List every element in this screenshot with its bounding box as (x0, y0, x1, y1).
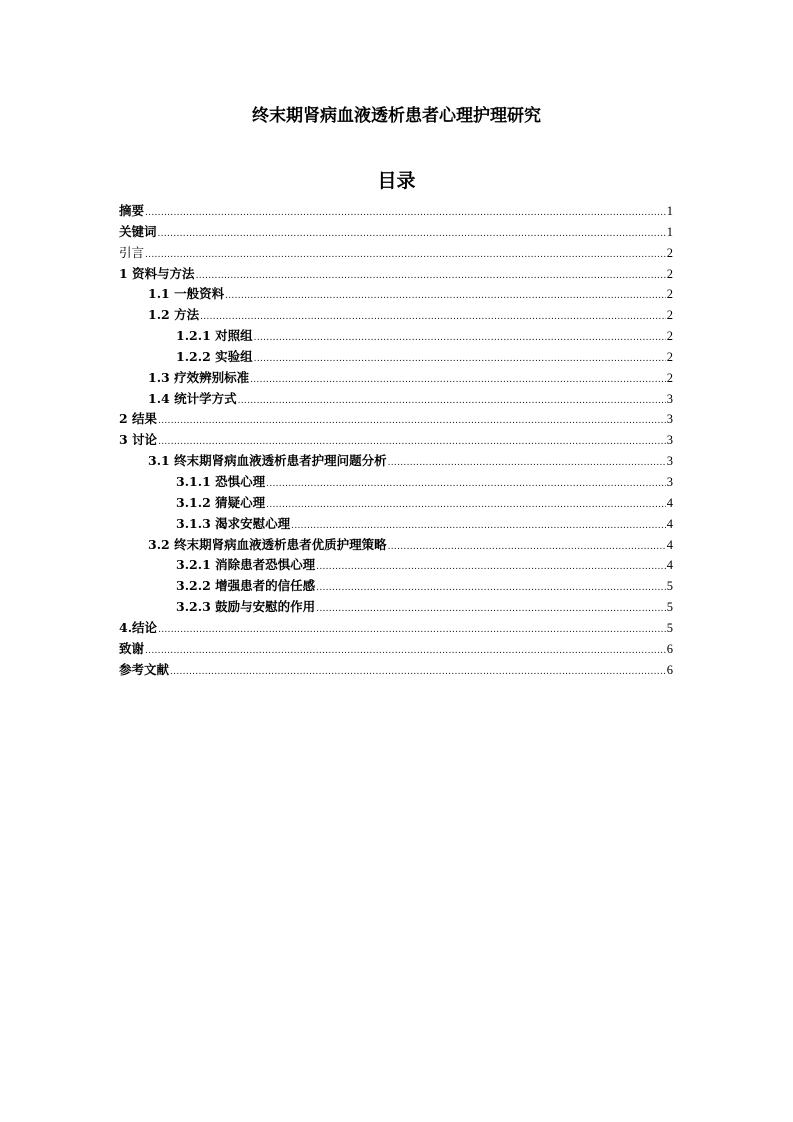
toc-entry-label: 3.1.2 猜疑心理 (176, 494, 266, 510)
toc-page-number: 3 (666, 391, 673, 406)
toc-entry-label: 引言 (119, 244, 145, 260)
toc-entry-label: 关键词 (119, 223, 157, 239)
toc-page-number: 5 (666, 600, 673, 615)
toc-entry-label: 1.2 方法 (148, 307, 200, 323)
toc-entry[interactable] (119, 368, 673, 389)
toc-leader-dots (200, 307, 666, 328)
toc-entry[interactable] (119, 597, 673, 618)
toc-leader-dots (158, 620, 666, 641)
toc-entry-label: 1.4 统计学方式 (148, 390, 237, 406)
toc-page-number: 4 (666, 516, 673, 531)
toc-page-number: 4 (666, 558, 673, 573)
toc-page-number: 2 (666, 266, 673, 281)
toc-entry-label: 1 资料与方法 (119, 265, 195, 281)
toc-entry[interactable] (119, 535, 673, 556)
toc-entry[interactable] (119, 326, 673, 347)
toc-entry-label: 3 讨论 (119, 432, 158, 448)
toc-entry-label: 2 结果 (119, 411, 158, 427)
toc-entry-label: 3.1 终末期肾病血液透析患者护理问题分析 (148, 453, 387, 469)
toc-page-number: 1 (666, 224, 673, 239)
toc-entry-label: 3.1.3 渴求安慰心理 (176, 515, 291, 531)
toc-entry-label: 3.2.2 增强患者的信任感 (176, 578, 316, 594)
toc-page-number: 2 (666, 287, 673, 302)
toc-page-number: 3 (666, 412, 673, 427)
toc-heading: 目录 (377, 170, 416, 192)
toc-page-number: 2 (666, 245, 673, 260)
toc-leader-dots (158, 432, 666, 453)
toc-leader-dots (225, 286, 666, 307)
toc-leader-dots (316, 599, 666, 620)
toc-leader-dots (158, 224, 666, 245)
toc-entry[interactable] (119, 305, 673, 326)
toc-page-number: 2 (666, 349, 673, 364)
toc-entry[interactable] (119, 243, 673, 264)
toc-entry-label: 3.2.1 消除患者恐惧心理 (176, 557, 316, 573)
toc-page-number: 2 (666, 370, 673, 385)
toc-entry[interactable] (119, 430, 673, 451)
toc-entry[interactable] (119, 347, 673, 368)
toc-entry[interactable] (119, 514, 673, 535)
toc-entry[interactable] (119, 555, 673, 576)
toc-leader-dots (388, 453, 666, 474)
toc-entry-label: 1.1 一般资料 (148, 286, 225, 302)
document-title: 终末期肾病血液透析患者心理护理研究 (252, 106, 541, 126)
toc-leader-dots (238, 391, 666, 412)
toc-entry[interactable] (119, 409, 673, 430)
toc-entry[interactable] (119, 264, 673, 285)
toc-entry-label: 1.2.2 实验组 (176, 348, 253, 364)
toc-entry[interactable] (119, 618, 673, 639)
toc-page-number: 4 (666, 537, 673, 552)
toc-page-number: 2 (666, 329, 673, 344)
toc-entry-label: 参考文献 (119, 661, 170, 677)
toc-entry-label: 1.3 疗效辨别标准 (148, 369, 250, 385)
toc-entry-label: 致谢 (119, 640, 145, 656)
toc-entry-label: 摘要 (119, 203, 145, 218)
table-of-contents (119, 201, 673, 680)
toc-entry-label: 3.2 终末期肾病血液透析患者优质护理策略 (148, 536, 387, 552)
toc-page-number: 2 (666, 308, 673, 323)
toc-entry[interactable] (119, 639, 673, 660)
toc-entry-label: 4.结论 (119, 619, 158, 635)
toc-leader-dots (250, 370, 666, 391)
toc-entry[interactable] (119, 284, 673, 305)
toc-leader-dots (291, 516, 666, 537)
toc-entry[interactable] (119, 201, 673, 222)
toc-page-number: 1 (666, 204, 673, 218)
toc-entry[interactable] (119, 576, 673, 597)
toc-page-number: 3 (666, 433, 673, 448)
toc-entry[interactable] (119, 222, 673, 243)
toc-page-number: 3 (666, 454, 673, 469)
toc-leader-dots (196, 266, 666, 287)
toc-entry[interactable] (119, 472, 673, 493)
toc-leader-dots (266, 474, 666, 495)
toc-leader-dots (145, 245, 666, 266)
toc-leader-dots (170, 662, 666, 683)
toc-page-number: 4 (666, 495, 673, 510)
toc-leader-dots (388, 537, 666, 558)
toc-entry-label: 3.1.1 恐惧心理 (176, 473, 266, 489)
toc-page-number: 5 (666, 579, 673, 594)
toc-leader-dots (145, 641, 666, 662)
toc-page-number: 6 (666, 662, 673, 677)
toc-entry[interactable] (119, 451, 673, 472)
toc-leader-dots (158, 411, 666, 432)
toc-entry-label: 1.2.1 对照组 (176, 328, 253, 344)
toc-entry[interactable] (119, 493, 673, 514)
toc-leader-dots (266, 495, 666, 516)
toc-page-number: 6 (666, 641, 673, 656)
toc-entry-label: 3.2.3 鼓励与安慰的作用 (176, 599, 316, 615)
toc-leader-dots (316, 557, 666, 578)
toc-entry[interactable] (119, 660, 673, 681)
toc-leader-dots (316, 578, 666, 599)
toc-leader-dots (254, 349, 666, 370)
toc-entry[interactable] (119, 389, 673, 410)
toc-leader-dots (254, 328, 666, 349)
toc-leader-dots (145, 203, 666, 224)
toc-page-number: 5 (666, 620, 673, 635)
toc-page-number: 3 (666, 474, 673, 489)
